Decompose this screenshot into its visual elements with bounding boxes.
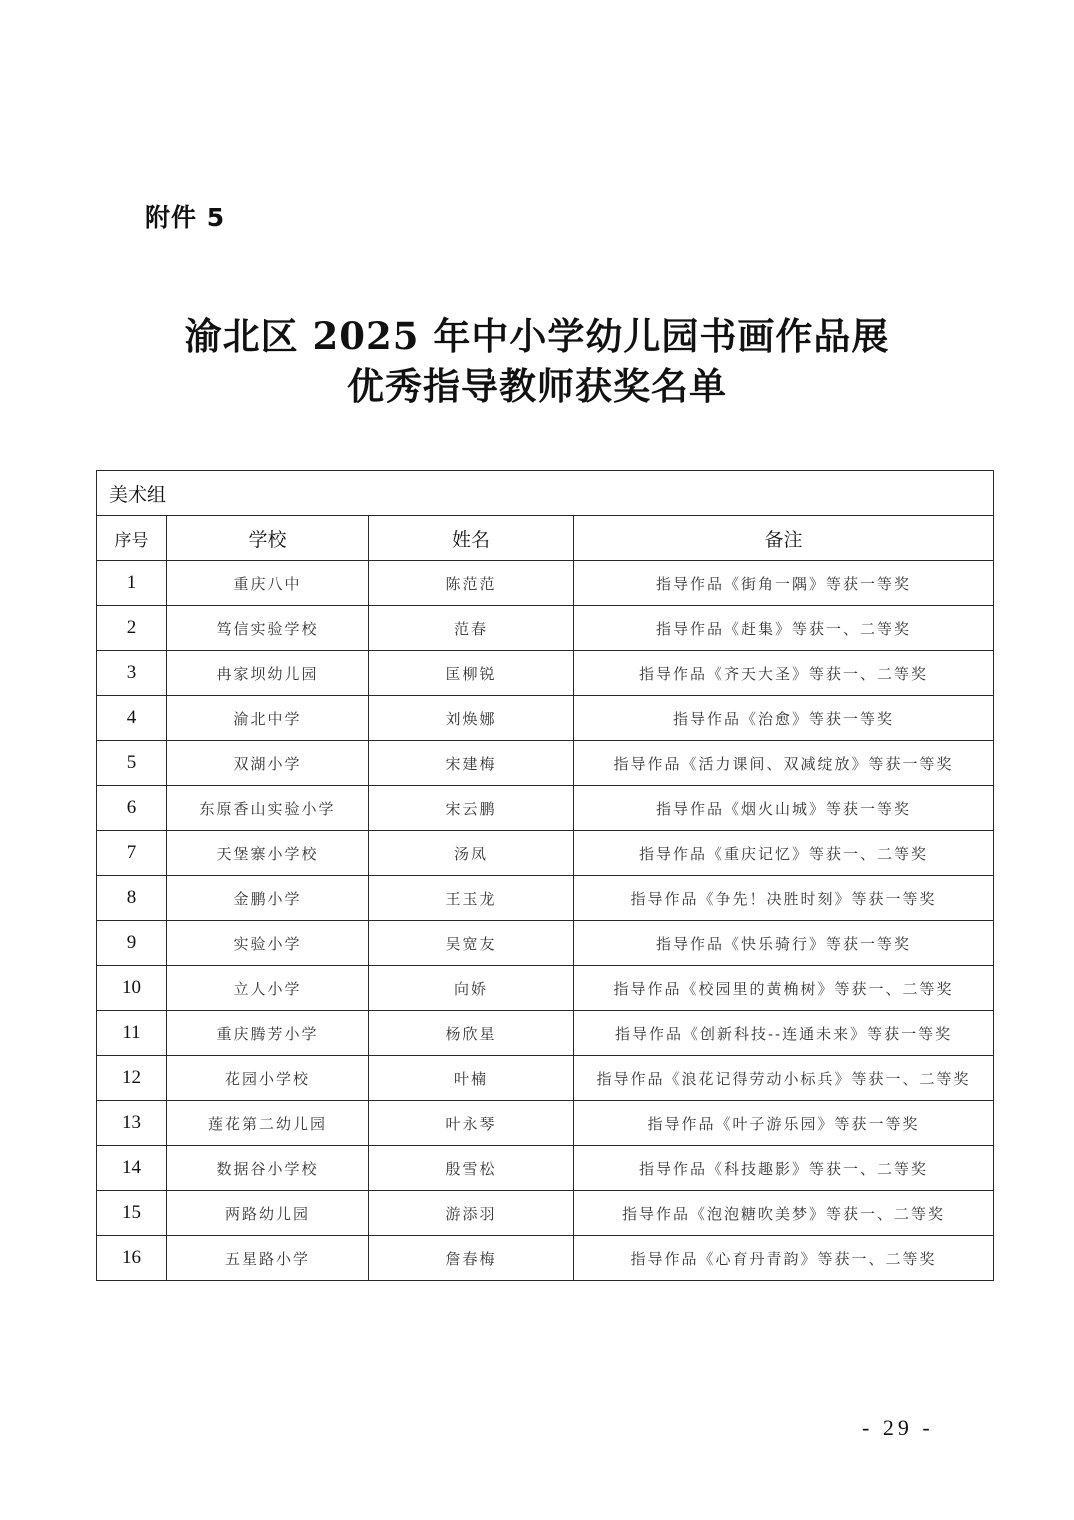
row-index: 8 (97, 876, 167, 921)
table-row (97, 786, 994, 831)
row-school: 重庆八中 (167, 561, 369, 606)
row-name: 吴宽友 (369, 921, 574, 966)
row-remarks: 指导作品《争先！决胜时刻》等获一等奖 (574, 876, 994, 921)
row-index: 9 (97, 921, 167, 966)
row-index: 4 (97, 696, 167, 741)
row-school: 笃信实验学校 (167, 606, 369, 651)
row-index: 2 (97, 606, 167, 651)
row-remarks: 指导作品《校园里的黄桷树》等获一、二等奖 (574, 966, 994, 1011)
row-index: 5 (97, 741, 167, 786)
table-row (97, 561, 994, 606)
table-row (97, 1191, 994, 1236)
header-school: 学校 (167, 516, 369, 561)
table-row (97, 966, 994, 1011)
table-row (97, 1101, 994, 1146)
table-row (97, 1011, 994, 1056)
row-name: 陈范范 (369, 561, 574, 606)
row-name: 宋云鹏 (369, 786, 574, 831)
row-index: 12 (97, 1056, 167, 1101)
row-remarks: 指导作品《重庆记忆》等获一、二等奖 (574, 831, 994, 876)
table-row (97, 606, 994, 651)
header-name: 姓名 (369, 516, 574, 561)
row-remarks: 指导作品《齐天大圣》等获一、二等奖 (574, 651, 994, 696)
row-name: 叶楠 (369, 1056, 574, 1101)
row-index: 10 (97, 966, 167, 1011)
row-school: 冉家坝幼儿园 (167, 651, 369, 696)
row-remarks: 指导作品《赶集》等获一、二等奖 (574, 606, 994, 651)
row-name: 殷雪松 (369, 1146, 574, 1191)
row-school: 双湖小学 (167, 741, 369, 786)
page-number: - 29 - (862, 1415, 934, 1440)
row-school: 两路幼儿园 (167, 1191, 369, 1236)
row-name: 范春 (369, 606, 574, 651)
row-school: 五星路小学 (167, 1236, 369, 1281)
table-row (97, 876, 994, 921)
row-index: 16 (97, 1236, 167, 1281)
row-name: 杨欣星 (369, 1011, 574, 1056)
table-body (97, 561, 994, 1281)
row-school: 渝北中学 (167, 696, 369, 741)
document-title-line1: 渝北区 2025 年中小学幼儿园书画作品展 (184, 314, 890, 358)
row-school: 立人小学 (167, 966, 369, 1011)
row-school: 东原香山实验小学 (167, 786, 369, 831)
header-index: 序号 (97, 516, 167, 561)
row-name: 向娇 (369, 966, 574, 1011)
row-name: 刘焕娜 (369, 696, 574, 741)
header-remarks: 备注 (574, 516, 994, 561)
table-row (97, 1146, 994, 1191)
row-name: 叶永琴 (369, 1101, 574, 1146)
table-row (97, 741, 994, 786)
row-remarks: 指导作品《活力课间、双减绽放》等获一等奖 (574, 741, 994, 786)
row-school: 天堡寨小学校 (167, 831, 369, 876)
row-school: 莲花第二幼儿园 (167, 1101, 369, 1146)
row-index: 13 (97, 1101, 167, 1146)
document-title-line2: 优秀指导教师获奖名单 (347, 364, 727, 408)
row-remarks: 指导作品《浪花记得劳动小标兵》等获一、二等奖 (574, 1056, 994, 1101)
row-remarks: 指导作品《治愈》等获一等奖 (574, 696, 994, 741)
row-school: 重庆腾芳小学 (167, 1011, 369, 1056)
row-school: 花园小学校 (167, 1056, 369, 1101)
group-row (97, 471, 994, 516)
row-index: 15 (97, 1191, 167, 1236)
row-remarks: 指导作品《泡泡糖吹美梦》等获一、二等奖 (574, 1191, 994, 1236)
header-row (97, 516, 994, 561)
row-name: 詹春梅 (369, 1236, 574, 1281)
row-index: 11 (97, 1011, 167, 1056)
table-row (97, 921, 994, 966)
table-row (97, 651, 994, 696)
row-name: 王玉龙 (369, 876, 574, 921)
row-index: 14 (97, 1146, 167, 1191)
row-name: 宋建梅 (369, 741, 574, 786)
row-remarks: 指导作品《心育丹青韵》等获一、二等奖 (574, 1236, 994, 1281)
row-remarks: 指导作品《创新科技--连通未来》等获一等奖 (574, 1011, 994, 1056)
row-index: 3 (97, 651, 167, 696)
table-row (97, 696, 994, 741)
row-index: 7 (97, 831, 167, 876)
row-school: 金鹏小学 (167, 876, 369, 921)
attachment-label: 附件 5 (145, 203, 226, 232)
row-name: 汤凤 (369, 831, 574, 876)
row-index: 1 (97, 561, 167, 606)
table-row (97, 831, 994, 876)
award-table (96, 470, 994, 1281)
table-row (97, 1236, 994, 1281)
row-name: 游添羽 (369, 1191, 574, 1236)
group-label: 美术组 (97, 471, 994, 516)
row-remarks: 指导作品《快乐骑行》等获一等奖 (574, 921, 994, 966)
row-remarks: 指导作品《科技趣影》等获一、二等奖 (574, 1146, 994, 1191)
row-remarks: 指导作品《街角一隅》等获一等奖 (574, 561, 994, 606)
row-remarks: 指导作品《叶子游乐园》等获一等奖 (574, 1101, 994, 1146)
row-school: 数据谷小学校 (167, 1146, 369, 1191)
row-index: 6 (97, 786, 167, 831)
row-school: 实验小学 (167, 921, 369, 966)
table-row (97, 1056, 994, 1101)
row-remarks: 指导作品《烟火山城》等获一等奖 (574, 786, 994, 831)
row-name: 匡柳锐 (369, 651, 574, 696)
